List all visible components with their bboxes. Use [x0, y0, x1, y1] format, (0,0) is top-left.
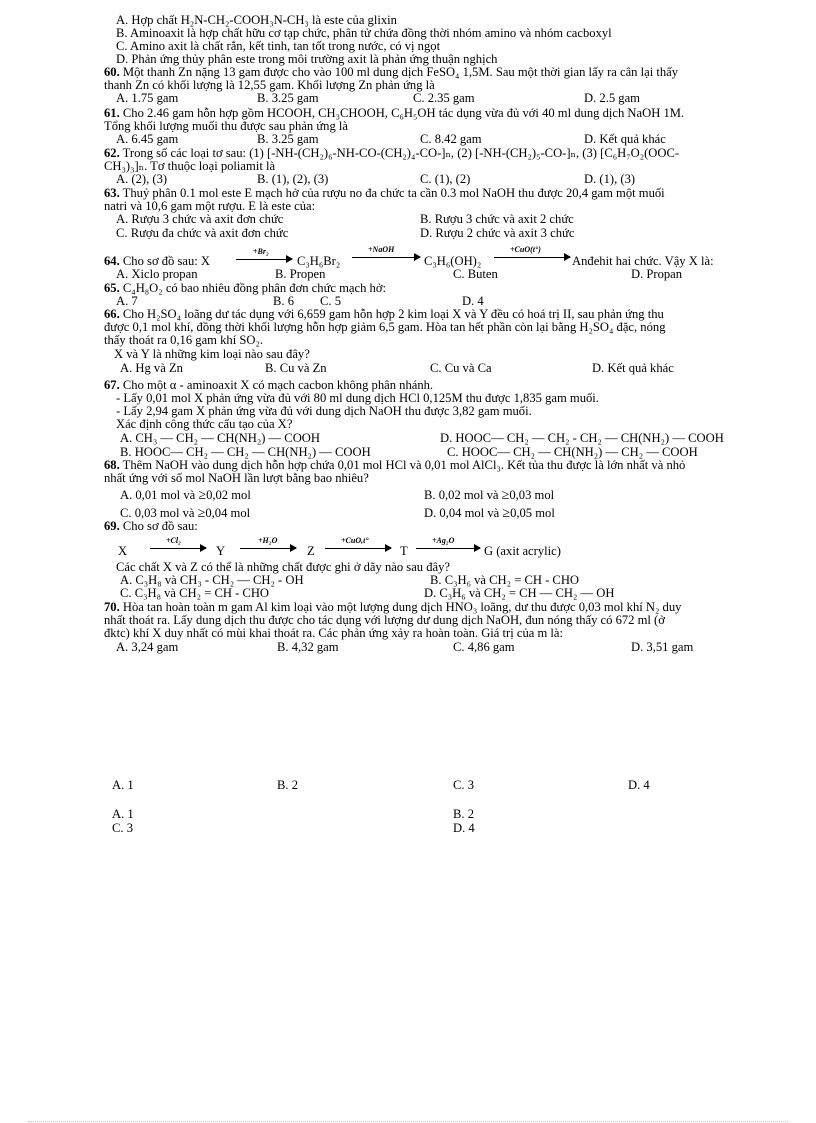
option-a: A. 3,24 gam: [116, 640, 179, 654]
option-c: C. Buten: [453, 267, 498, 281]
option-d-label: D. 0,04 mol và: [424, 506, 500, 520]
question-text: Cho H₂SO₄ loãng dư tác dụng với 6,659 gam hỗn hợp 2 kim loại X và Y đều có hoá trị II, sau phản ứng thu: [122, 307, 664, 321]
option-a: A. Hợp chất H₂N-CH₂-COOH₃N-CH₃ là este của glixin: [116, 13, 397, 27]
option-b-label: B. 0,02 mol và: [424, 488, 499, 502]
option-a: A. Rượu 3 chức và axit đơn chức: [116, 212, 284, 226]
product-label: C₃H₆(OH)₂: [424, 254, 482, 268]
option-a: A. 6.45 gam: [116, 132, 179, 146]
question-number: 61.: [104, 106, 120, 120]
question-number: 68.: [104, 458, 120, 472]
option-c: C. 2.35 gam: [413, 91, 475, 105]
option-a: A. Hg và Zn: [120, 361, 183, 375]
option-a-value: 0,02 mol: [206, 488, 251, 502]
option-b-value: 0,03 mol: [509, 488, 555, 502]
question-65: [104, 282, 386, 295]
product-label: C₃H₆Br₂: [297, 254, 341, 268]
question-text: - Lấy 0,01 mol X phản ứng vừa đủ với 80 ml dung dịch HCl 0,125M thu được 1,835 gam muối.: [116, 391, 599, 405]
question-text: Tổng khối lượng muối thu được sau phản ứng là: [104, 119, 349, 133]
option-d: D. Propan: [631, 267, 683, 281]
option-a: A. CH₃ — CH₂ — CH(NH₂) — COOH: [120, 431, 320, 445]
reagent-label: +Ag₂O: [432, 536, 455, 545]
reagent-label: +Br₂: [253, 247, 269, 256]
question-number: 60.: [104, 65, 120, 79]
question-text: - Lấy 2,94 gam X phản ứng vừa đủ với dung dịch NaOH thu được 3,82 gam muối.: [116, 404, 532, 418]
question-number: 69.: [104, 519, 120, 533]
question-text: C₄H₈O₂ có bao nhiêu đồng phân đơn chức mạch hở:: [122, 281, 387, 295]
option-b: B. C₃H₆ và CH₂ = CH - CHO: [430, 573, 580, 587]
option-d: D. Phản ứng thủy phân este trong môi trường axit là phản ứng thuận nghịch: [116, 52, 498, 66]
option-c: C. 4,86 gam: [453, 640, 515, 654]
question-text: Cho 2.46 gam hỗn hợp gồm HCOOH, CH₃CHOOH, C₆H₅OH tác dụng vừa đủ với 40 ml dung dịch NaOH 1M.: [122, 106, 685, 120]
question-text: Các chất X và Z có thể là những chất được ghi ở dãy nào sau đây?: [116, 560, 451, 574]
option-b: B. Rượu 3 chức và axit 2 chức: [420, 212, 574, 226]
ge-icon: ≥: [502, 506, 511, 521]
question-number: 66.: [104, 307, 120, 321]
option-c: C. Cu và Ca: [430, 361, 492, 375]
compound-t: T: [400, 544, 408, 558]
question-number: 64.: [104, 254, 120, 268]
option-d: D. 4: [462, 294, 484, 308]
option-b: B. Cu và Zn: [265, 361, 327, 375]
question-text: thấy thoát ra 0,16 gam khí SO₂.: [104, 333, 263, 347]
option-a: A. Xiclo propan: [116, 267, 198, 281]
reaction-arrow-icon: [352, 247, 420, 258]
question-number: 62.: [104, 146, 120, 160]
option-a: A. 1.75 gam: [116, 91, 179, 105]
question-number: 65.: [104, 281, 120, 295]
reaction-arrow-icon: [150, 538, 206, 549]
reaction-arrow-icon: [325, 538, 391, 549]
option-c: C. (1), (2): [420, 172, 471, 186]
option-c: C. Amino axit là chất rắn, kết tinh, tan tốt trong nước, có vị ngọt: [116, 39, 441, 53]
reagent-label: +H₂O: [258, 536, 278, 545]
option-d: D. 4: [628, 778, 650, 792]
option-a: A. 7: [116, 294, 138, 308]
option-a: [120, 489, 251, 502]
question-text: Thêm NaOH vào dung dịch hỗn hợp chứa 0,01 mol HCl và 0,01 mol AlCl₃. Kết tủa thu được là lớn nhất và nhỏ: [122, 458, 686, 472]
option-d: D. 2.5 gam: [584, 91, 640, 105]
question-text: CH₃)₃]ₙ. Tơ thuộc loại poliamit là: [104, 159, 276, 173]
question-text: Một thanh Zn nặng 13 gam được cho vào 100 ml dung dịch FeSO₄ 1,5M. Sau một thời gian lấy ra cân lại thấy: [122, 65, 679, 79]
option-c: C. 5: [320, 294, 341, 308]
option-d: D. C₃H₆ và CH₂ = CH — CH₂ — OH: [424, 586, 615, 600]
option-c: C. 3: [112, 821, 133, 835]
question-text: natri và 10,6 gam một rượu. E là este của:: [104, 199, 316, 213]
question-text: Hòa tan hoàn toàn m gam Al kim loại vào một lượng dung dịch HNO₃ loãng, dư thu được 0,03 mol khí N₂ duy: [122, 600, 682, 614]
compound-z: Z: [307, 544, 315, 558]
reaction-arrow-icon: [494, 247, 570, 258]
option-c-value: 0,04 mol: [205, 506, 251, 520]
question-text: đktc) khí X duy nhất có mùi khai thoát ra. Các phản ứng xảy ra hoàn toàn. Giá trị của m là:: [104, 626, 564, 640]
question-69: [104, 520, 198, 533]
option-c: C. HOOC— CH₂ — CH(NH₂) — CH₂ — COOH: [447, 445, 698, 459]
option-b: B. HOOC— CH₂ — CH₂ — CH(NH₂) — COOH: [120, 445, 371, 459]
ge-icon: ≥: [501, 488, 510, 503]
option-d: D. (1), (3): [584, 172, 636, 186]
option-b: B. Propen: [275, 267, 326, 281]
option-d-value: 0,05 mol: [510, 506, 555, 520]
option-d: D. 4: [453, 821, 475, 835]
option-a: A. 1: [112, 778, 134, 792]
question-text: X và Y là những kim loại nào sau đây?: [114, 347, 310, 361]
compound-y: Y: [216, 544, 226, 558]
question-text: nhất thoát ra. Lấy dung dịch thu được cho tác dụng với lượng dư dung dịch NaOH, đun nóng thấy có 672 ml (ở: [104, 613, 665, 627]
reaction-arrow-icon: [240, 538, 296, 549]
question-number: 63.: [104, 186, 120, 200]
question-text: nhất ứng với số mol NaOH lần lượt bằng bao nhiêu?: [104, 471, 369, 485]
option-d: D. Kết quả khác: [584, 132, 666, 146]
option-a: A. C₃H₈ và CH₃ - CH₂ — CH₂ - OH: [120, 573, 304, 587]
option-d: [424, 507, 555, 520]
reagent-label: +CuO(t°): [510, 245, 541, 254]
option-b: B. Aminoaxit là hợp chất hữu cơ tạp chức, phân tử chứa đồng thời nhóm amino và nhóm cacboxyl: [116, 26, 612, 40]
option-b: [424, 489, 554, 502]
option-d: D. Rượu 2 chức và axit 3 chức: [420, 226, 575, 240]
question-text: được 0,1 mol khí, đồng thời khối lượng hỗn hợp giảm 6,5 gam. Hòa tan hết phần còn lại bằng H₂SO₄ đặc, nóng: [104, 320, 666, 334]
option-c-label: C. 0,03 mol và: [120, 506, 195, 520]
option-b: B. 6: [273, 294, 294, 308]
compound-x: X: [118, 544, 128, 558]
question-text: Cho sơ đồ sau: X: [122, 254, 211, 268]
question-text: Xác định công thức cấu tạo của X?: [116, 417, 293, 431]
option-d: D. HOOC— CH₂ — CH₂ - CH₂ — CH(NH₂) — COOH: [440, 431, 724, 445]
option-b: B. 2: [277, 778, 298, 792]
option-a: A. (2), (3): [116, 172, 168, 186]
ge-icon: ≥: [197, 506, 206, 521]
option-d: D. 3,51 gam: [631, 640, 694, 654]
reaction-arrow-icon: [236, 249, 292, 260]
option-a: A. 1: [112, 807, 134, 821]
question-text: Cho một α - aminoaxit X có mạch cacbon không phân nhánh.: [122, 378, 434, 392]
option-c: C. 3: [453, 778, 474, 792]
reagent-label: +NaOH: [368, 245, 395, 254]
option-b: B. 3.25 gam: [257, 91, 319, 105]
reagent-label: +Cl₂: [166, 536, 181, 545]
option-b: B. (1), (2), (3): [257, 172, 329, 186]
question-number: 70.: [104, 600, 120, 614]
reaction-arrow-icon: [416, 538, 480, 549]
question-text: Thuỷ phân 0.1 mol este E mạch hở của rượu no đa chức ta cần 0.3 mol NaOH thu được 20,4 gam một muối: [122, 186, 665, 200]
question-text: Cho sơ đồ sau:: [122, 519, 198, 533]
compound-g: G (axit acrylic): [484, 544, 561, 558]
question-text: Trong số các loại tơ sau: (1) [-NH-(CH₂)₆-NH-CO-(CH₂)₄-CO-]ₙ, (2) [-NH-(CH₂)₅-CO-]ₙ, (3) [C₆H₇O₂(OOC-: [122, 146, 680, 160]
ge-icon: ≥: [198, 488, 207, 503]
option-b: B. 2: [453, 807, 474, 821]
option-c: C. C₃H₈ và CH₂ = CH - CHO: [120, 586, 270, 600]
reagent-label: +CuO,t°: [341, 536, 369, 545]
option-a-label: A. 0,01 mol và: [120, 488, 196, 502]
question-number: 67.: [104, 378, 120, 392]
page-bottom-divider: [28, 1121, 788, 1122]
question-text: thanh Zn có khối lượng là 12,55 gam. Khối lượng Zn phản ứng là: [104, 78, 435, 92]
option-d: D. Kết quả khác: [592, 361, 674, 375]
option-c: C. Rượu đa chức và axit đơn chức: [116, 226, 289, 240]
option-c: C. 8.42 gam: [420, 132, 482, 146]
option-b: B. 3.25 gam: [257, 132, 319, 146]
option-b: B. 4,32 gam: [277, 640, 339, 654]
product-label: Anđehit hai chức. Vậy X là:: [572, 254, 714, 268]
